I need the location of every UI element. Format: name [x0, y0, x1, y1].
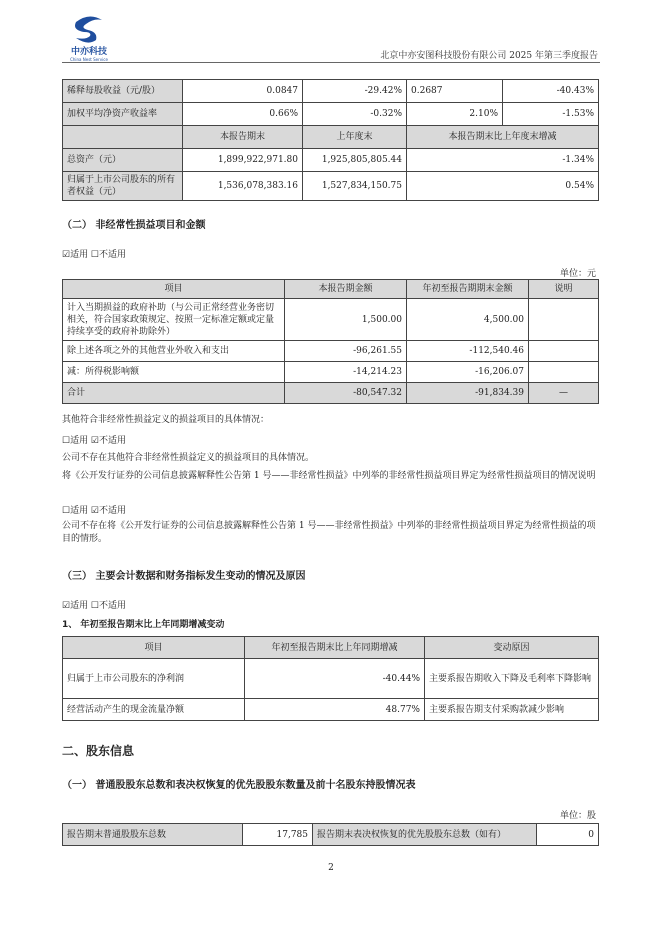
note-cell: [529, 341, 599, 362]
note-cell: —: [529, 383, 599, 404]
company-logo: [66, 14, 112, 62]
paragraph: 公司不存在其他符合非经常性损益定义的损益项目的具体情况。: [62, 453, 315, 463]
empty-header-cell: [63, 126, 183, 149]
chapter-title: 二、股东信息: [62, 744, 135, 758]
column-header: 本报告期末比上年度末增减: [407, 126, 599, 149]
table-subheader-row: [63, 126, 599, 149]
table-row: [63, 362, 599, 383]
page-number: 2: [328, 863, 334, 873]
cell-value: 0: [537, 824, 599, 846]
row-label: 报告期末表决权恢复的优先股股东总数（如有）: [313, 824, 537, 846]
applicable-checkbox: ☐适用 ☑不适用: [62, 506, 126, 516]
reason-cell: 主要系报告期收入下降及毛利率下降影响: [425, 659, 599, 699]
cell-value: 1,899,922,971.80: [183, 149, 303, 172]
table-row: [63, 172, 599, 201]
applicable-checkbox: ☑适用 ☐不适用: [62, 250, 126, 260]
table-header-row: [63, 637, 599, 659]
cell-value: -1.53%: [503, 103, 599, 126]
logo-text: 中亦科技: [70, 47, 107, 57]
item-cell: 除上述各项之外的其他营业外收入和支出: [63, 341, 285, 362]
cell-value: 4,500.00: [407, 299, 529, 341]
cell-value: 2.10%: [407, 103, 503, 126]
subsection-title: 1、 年初至报告期末比上年同期增减变动: [62, 620, 225, 630]
section-title: （二） 非经常性损益项目和金额: [62, 220, 206, 231]
cell-value: 1,536,078,383.16: [183, 172, 303, 201]
cell-value: 1,527,834,150.75: [303, 172, 407, 201]
cell-value: -29.42%: [303, 80, 407, 103]
table-row: [63, 80, 599, 103]
cell-value: 0.0847: [183, 80, 303, 103]
table-header-row: [63, 280, 599, 299]
table-row: [63, 659, 599, 699]
column-header: 说明: [529, 280, 599, 299]
cell-value: -91,834.39: [407, 383, 529, 404]
section-title: （一） 普通股股东总数和表决权恢复的优先股股东数量及前十名股东持股情况表: [62, 780, 416, 791]
column-header: 项目: [63, 280, 285, 299]
unit-label: 单位：股: [559, 811, 596, 821]
column-header: 本报告期金额: [285, 280, 407, 299]
item-cell: 归属于上市公司股东的净利润: [63, 659, 245, 699]
table-row: [63, 103, 599, 126]
row-label: 归属于上市公司股东的所有者权益（元）: [63, 172, 183, 201]
cell-value: -112,540.46: [407, 341, 529, 362]
column-header: 上年度末: [303, 126, 407, 149]
cell-value: -80,547.32: [285, 383, 407, 404]
table-row: [63, 149, 599, 172]
item-cell: 经营活动产生的现金流量净额: [63, 699, 245, 721]
logo-swirl-icon: [66, 14, 112, 44]
cell-value: 0.2687: [407, 80, 503, 103]
cell-value: -0.32%: [303, 103, 407, 126]
cell-value: -40.43%: [503, 80, 599, 103]
cell-value: 1,500.00: [285, 299, 407, 341]
item-cell: 计入当期损益的政府补助（与公司正常经营业务密切相关，符合国家政策规定、按照一定标准定额或定量持续享受的政府补助除外）: [63, 299, 285, 341]
report-title: 北京中亦安图科技股份有限公司 2025 年第三季度报告: [380, 51, 598, 61]
unit-label: 单位：元: [559, 269, 596, 279]
applicable-checkbox: ☐适用 ☑不适用: [62, 436, 126, 446]
shareholders-summary-table: [62, 823, 599, 846]
cell-value: -40.44%: [245, 659, 425, 699]
cell-value: 17,785: [243, 824, 313, 846]
total-row: [63, 383, 599, 404]
logo-subtext: China Nest Service: [70, 57, 108, 62]
note-cell: [529, 299, 599, 341]
header-rule: [62, 62, 600, 63]
paragraph: 将《公开发行证券的公司信息披露解释性公告第 1 号——非经常性损益》中列举的非经常性损益项目界定为经常性损益项目的情况说明: [62, 471, 596, 481]
cell-value: -96,261.55: [285, 341, 407, 362]
row-label: 报告期末普通股股东总数: [63, 824, 243, 846]
reason-cell: 主要系报告期支付采购款减少影响: [425, 699, 599, 721]
column-header: 年初至报告期末比上年同期增减: [245, 637, 425, 659]
paragraph: 公司不存在将《公开发行证券的公司信息披露解释性公告第 1 号——非经常性损益》中列举的非经常性损益项目界定为经常性损益的项目的情形。: [62, 521, 596, 544]
cell-value: -16,206.07: [407, 362, 529, 383]
cell-value: 0.54%: [407, 172, 599, 201]
non-recurring-table: [62, 279, 599, 404]
financial-indicators-table: [62, 79, 599, 201]
cell-value: -14,214.23: [285, 362, 407, 383]
note-cell: [529, 362, 599, 383]
cell-value: 48.77%: [245, 699, 425, 721]
column-header: 本报告期末: [183, 126, 303, 149]
table-row: [63, 341, 599, 362]
row-label: 总资产（元）: [63, 149, 183, 172]
item-cell: 减：所得税影响额: [63, 362, 285, 383]
changes-table: [62, 636, 599, 721]
column-header: 变动原因: [425, 637, 599, 659]
paragraph: 其他符合非经常性损益定义的损益项目的具体情况：: [62, 415, 270, 425]
table-row: [63, 824, 599, 846]
table-row: [63, 299, 599, 341]
applicable-checkbox: ☑适用 ☐不适用: [62, 601, 126, 611]
table-row: [63, 699, 599, 721]
column-header: 项目: [63, 637, 245, 659]
row-label: 加权平均净资产收益率: [63, 103, 183, 126]
cell-value: 0.66%: [183, 103, 303, 126]
item-cell: 合计: [63, 383, 285, 404]
section-title: （三） 主要会计数据和财务指标发生变动的情况及原因: [62, 571, 306, 582]
cell-value: -1.34%: [407, 149, 599, 172]
column-header: 年初至报告期期末金额: [407, 280, 529, 299]
cell-value: 1,925,805,805.44: [303, 149, 407, 172]
row-label: 稀释每股收益（元/股）: [63, 80, 183, 103]
